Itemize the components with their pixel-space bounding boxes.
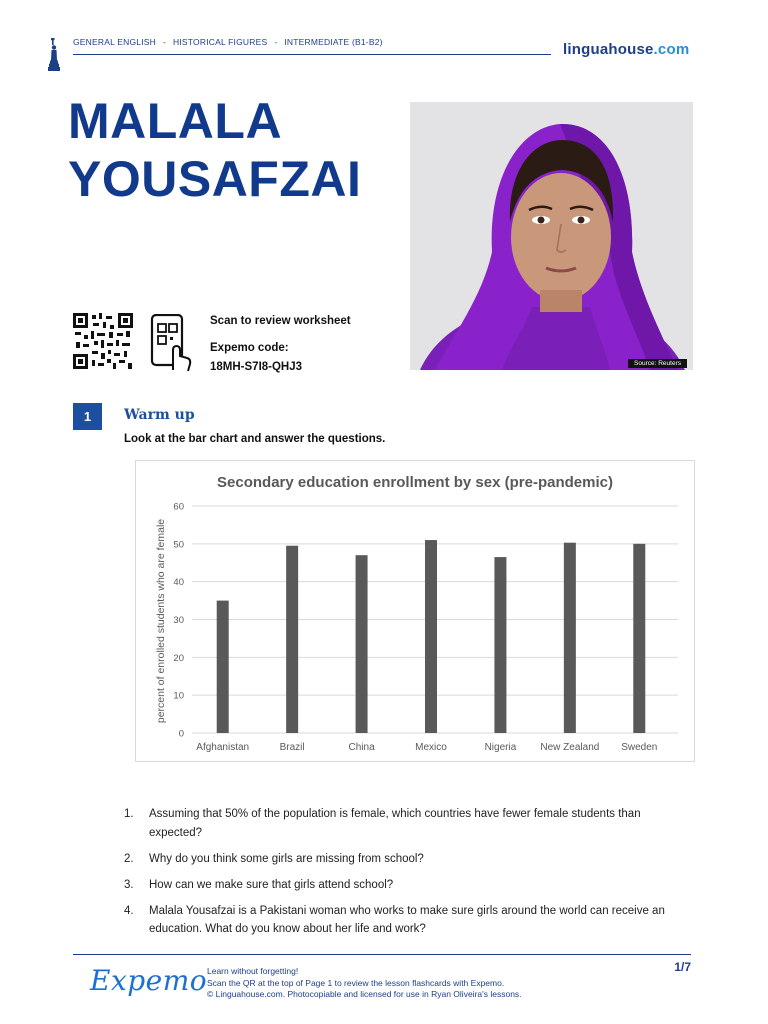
question-number: 1. [124, 808, 134, 820]
chart-y-tick-label: 60 [173, 501, 184, 513]
qr-code-icon[interactable] [73, 313, 133, 369]
expemo-logo[interactable]: Expemo [90, 964, 208, 997]
chart-x-tick-label: New Zealand [540, 742, 600, 753]
breadcrumb-item[interactable]: HISTORICAL FIGURES [173, 37, 268, 47]
scan-instruction: Scan to review worksheet [210, 315, 351, 327]
chart-y-tick-label: 50 [173, 539, 184, 551]
question-item [124, 805, 696, 842]
chart-y-tick-label: 30 [173, 615, 184, 626]
chart-x-tick-label: Mexico [415, 742, 447, 753]
chart-y-axis-label: percent of enrolled students who are female [155, 518, 167, 724]
chart-bar [564, 543, 576, 733]
header-divider [73, 54, 551, 55]
footer-text [207, 966, 522, 1001]
chart-bar [633, 544, 645, 733]
breadcrumb-item[interactable]: GENERAL ENGLISH [73, 37, 156, 47]
chart-x-tick-label: Sweden [621, 742, 658, 753]
section-number-badge: 1 [73, 403, 102, 430]
question-number: 4. [124, 904, 134, 917]
chart-bar [286, 546, 298, 733]
breadcrumb-separator: - [163, 37, 167, 47]
chart-title: Secondary education enrollment by sex (pre-pandemic) [217, 474, 613, 491]
breadcrumb [73, 37, 383, 47]
section-title: Warm up [124, 407, 195, 423]
expemo-code-label: Expemo code: [210, 342, 289, 354]
portrait-photo [410, 102, 693, 370]
question-item [124, 876, 696, 895]
question-text: How can we make sure that girls attend school? [149, 878, 394, 891]
question-item [124, 902, 696, 939]
chart-bar [494, 557, 506, 733]
chart-x-tick-label: Brazil [279, 742, 305, 753]
chart-y-tick-label: 0 [178, 728, 184, 740]
brand-name: linguahouse [563, 41, 654, 58]
question-list [124, 805, 696, 946]
question-number: 2. [124, 852, 134, 865]
question-item [124, 850, 696, 869]
breadcrumb-item[interactable]: INTERMEDIATE (B1-B2) [284, 37, 383, 47]
title-line-1: MALALA [68, 93, 283, 149]
question-number: 3. [124, 878, 134, 891]
chart-y-tick-label: 20 [173, 652, 184, 664]
footer-instruction: Scan the QR at the top of Page 1 to review the lesson flashcards with Expemo. [207, 977, 505, 988]
chart-x-tick-label: Nigeria [484, 742, 517, 753]
portrait-illustration [410, 102, 693, 370]
question-text: Why do you think some girls are missing from school? [149, 852, 424, 865]
expemo-code-value: 18MH-S7I8-QHJ3 [210, 361, 303, 373]
chart-canvas [136, 461, 694, 761]
chart-bar [425, 540, 437, 733]
chart-x-tick-label: Afghanistan [196, 742, 250, 753]
statue-of-liberty-icon [46, 38, 62, 72]
section-instruction: Look at the bar chart and answer the questions. [124, 433, 386, 445]
phone-scan-icon [149, 314, 193, 372]
breadcrumb-separator: - [274, 37, 278, 47]
footer-copyright: © Linguahouse.com. Photocopiable and licensed for use in Ryan Oliveira's lessons. [207, 989, 522, 999]
footer-tagline: Learn without forgetting! [207, 966, 299, 976]
bar-chart [135, 460, 695, 762]
question-text: Malala Yousafzai is a Pakistani woman who works to make sure girls around the world can receive an education. What do you know about her life and work? [149, 904, 665, 935]
question-text: Assuming that 50% of the population is female, which countries have fewer female students than expected? [149, 808, 641, 839]
brand-link[interactable] [563, 41, 689, 58]
chart-y-tick-label: 40 [173, 577, 184, 589]
page-number: 1/7 [674, 960, 691, 974]
brand-tld: .com [653, 41, 690, 58]
chart-x-tick-label: China [348, 742, 375, 753]
chart-bar [217, 601, 229, 733]
footer-divider [73, 954, 691, 955]
page-title [68, 92, 361, 208]
chart-y-tick-label: 10 [173, 690, 184, 702]
chart-bar [356, 555, 368, 733]
title-line-2: YOUSAFZAI [68, 151, 362, 207]
scan-info [210, 312, 351, 377]
photo-credit: Source: Reuters [628, 359, 687, 368]
